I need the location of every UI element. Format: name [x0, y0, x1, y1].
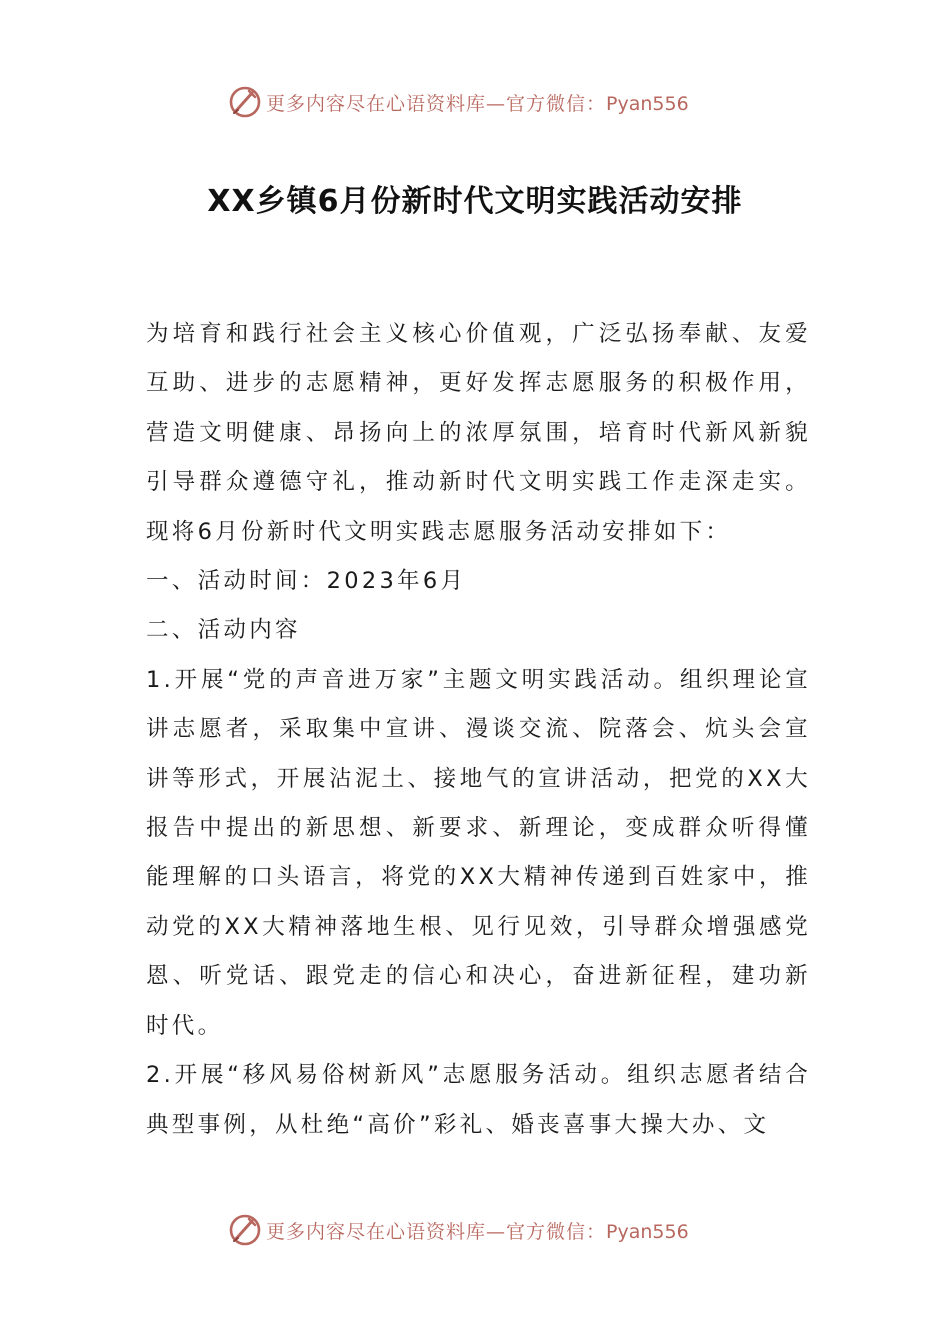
banner-label: 更多内容尽在心语资料库—官方微信： [266, 92, 607, 115]
paragraph-activity-time: 一、活动时间：2023年6月 [146, 568, 467, 595]
banner-label: 更多内容尽在心语资料库—官方微信： [266, 1220, 607, 1243]
banner-wechat-id: Pyan556 [606, 92, 689, 115]
footer-banner [228, 1210, 748, 1250]
paragraph-item-1: 1.开展“党的声音进万家”主题文明实践活动。组织理论宣讲志愿者，采取集中宣讲、漫谈交流、院落会、炕头会宣讲等形式，开展沾泥土、接地气的宣讲活动，把党的XX大报告中提出的新思想、新要求、新理论，变成群众听得懂能理解的口头语言，将党的XX大精神传递到百姓家中，推动党的XX大精神落地生根、见行见效，引导群众增强感党恩、听党话、跟党走的信心和决心，奋进新征程，建功新时代。 [146, 666, 811, 1039]
pen-circle-logo-icon [228, 1213, 262, 1247]
paragraph-intro: 为培育和践行社会主义核心价值观，广泛弘扬奉献、友爱互助、进步的志愿精神，更好发挥志愿服务的积极作用，营造文明健康、昂扬向上的浓厚氛围，培育时代新风新貌引导群众遵德守礼，推动新时代文明实践工作走深走实。现将6月份新时代文明实践志愿服务活动安排如下： [146, 321, 811, 545]
banner-text [266, 1217, 689, 1244]
document-title: XX乡镇6月份新时代文明实践活动安排 [207, 184, 743, 219]
banner-text [266, 89, 689, 116]
paragraph-activity-content-heading: 二、活动内容 [146, 617, 301, 644]
banner-wechat-id: Pyan556 [606, 1220, 689, 1243]
pen-circle-logo-icon [228, 85, 262, 119]
header-banner [228, 82, 748, 122]
document-body [146, 310, 811, 1150]
paragraph-item-2: 2.开展“移风易俗树新风”志愿服务活动。组织志愿者结合典型事例，从杜绝“高价”彩礼、婚丧喜事大操大办、文 [146, 1062, 811, 1138]
